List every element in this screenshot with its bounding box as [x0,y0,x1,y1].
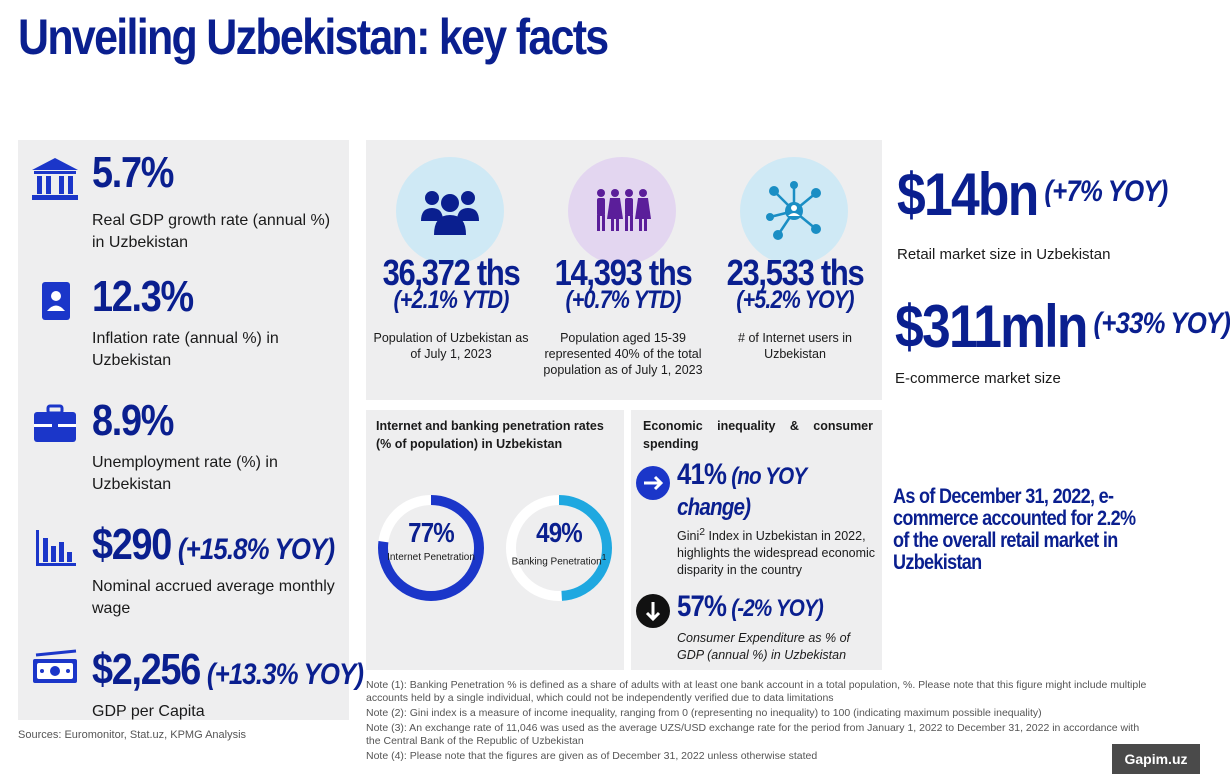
footnote-marker: 1 [601,552,607,562]
stat-desc: GDP per Capita [92,703,205,720]
internet-users-stat [710,140,880,400]
arrow-right-icon [636,466,670,500]
gini-value [677,458,806,492]
footnote-4: Note (4): Please note that the figures are given as of December 31, 2022 unless otherwise stated [366,750,818,762]
young-population-stat [538,140,708,400]
money-icon [30,647,80,693]
gini-yoy-cont: change) [677,494,751,521]
population-value: 36,372 ths [382,252,520,293]
retail-number: $14bn [897,161,1038,228]
ecommerce-number: $311mln [895,293,1087,360]
stat-desc: Real GDP growth rate (annual %) in Uzbekistan [92,212,331,251]
consumer-yoy: (-2% YOY) [731,595,823,622]
internet-label: Internet Penetration [387,552,475,563]
banking-label [504,551,614,568]
watermark-badge: Gapim.uz [1112,744,1200,774]
footnote-1: Note (1): Banking Penetration % is defined as a share of adults with at least one bank account in a total population, %. Please note that this figure might include multiple accounts held by a single individual, which could not be independently verified due to data limitations [366,679,1147,704]
stat-desc: Nominal accrued average monthly wage [92,578,335,617]
population-label: Population of Uzbekistan as of July 1, 2023 [373,331,529,361]
stat-value-number: $2,256 [92,645,200,694]
footnote-marker: 2 [699,527,706,538]
gini-yoy: (no YOY [731,463,807,490]
stat-value-number: $290 [92,520,172,569]
stat-value [92,520,334,570]
gini-desc [677,524,877,579]
arrow-down-icon [636,594,670,628]
penetration-panel [366,410,624,670]
stat-yoy: (+13.3% YOY) [206,658,364,691]
sources-note: Sources: Euromonitor, Stat.uz, KPMG Analysis [18,729,247,741]
inequality-title: Economic inequality & consumer spending [643,419,873,451]
consumer-desc: Consumer Expenditure as % of GDP (annual %) in Uzbekistan [677,631,851,662]
briefcase-icon [30,400,80,446]
network-icon [764,181,824,241]
penetration-title: Internet and banking penetration rates (% of population) in Uzbekistan [376,419,604,451]
young-population-change: (+0.7% YTD) [565,286,681,314]
stat-value [92,645,363,695]
consumer-number: 57% [677,590,727,623]
consumer-value [677,590,823,624]
stat-value: 8.9% [92,396,174,445]
young-population-label: Population aged 15-39 represented 40% of the total population as of July 1, 2023 [543,331,703,377]
ecommerce-desc: E-commerce market size [895,370,1061,387]
stat-desc: Unemployment rate (%) in Uzbekistan [92,454,278,493]
id-card-icon [30,278,80,324]
macro-stats-panel [18,140,364,720]
page-title: Unveiling Uzbekistan: key facts [18,9,608,65]
footnote-2: Note (2): Gini index is a measure of income inequality, ranging from 0 (representing no inequality) to 100 (indicating maximum possible inequality) [366,707,1042,719]
gini-desc-a: Gini [677,529,700,544]
stat-yoy: (+15.8% YOY) [177,533,335,566]
retail-desc: Retail market size in Uzbekistan [897,246,1111,263]
internet-pct: 77% [408,517,454,548]
internet-users-label: # of Internet users in Uzbekistan [738,331,852,361]
ecommerce-share-callout: As of December 31, 2022, e-commerce accounted for 2.2% of the overall retail market in Uzbekistan [893,485,1136,574]
banking-pct: 49% [536,517,582,548]
circle-bg [568,157,676,265]
stat-desc: Inflation rate (annual %) in Uzbekistan [92,330,279,369]
banking-penetration-ring [504,493,614,603]
bar-chart-icon [30,524,80,570]
population-change: (+2.1% YTD) [393,286,509,314]
young-people-icon [592,181,652,241]
gini-number: 41% [677,458,727,491]
population-stat [366,140,536,400]
banking-label-text: Banking Penetration [511,556,602,568]
people-group-icon [420,181,480,241]
population-panel [366,140,882,400]
circle-bg [396,157,504,265]
footnote-3: Note (3): An exchange rate of 11,046 was used as the average UZS/USD exchange rate for the period from January 1, 2022 to December 31, 2022 in accordance with the Central Bank of the Republic of Uzbekistan [366,722,1140,747]
ecommerce-yoy: (+33% YOY) [1093,307,1230,340]
stat-value: 12.3% [92,272,193,321]
bank-icon [30,156,80,202]
gini-desc-b: Index in Uzbekistan in 2022, highlights the widespread economic disparity in the country [677,529,876,578]
internet-users-value: 23,533 ths [726,252,864,293]
retail-yoy: (+7% YOY) [1044,175,1168,208]
inequality-panel [631,410,882,670]
circle-bg [740,157,848,265]
retail-value [897,160,1167,229]
footnotes [366,679,1156,765]
ecommerce-value [895,292,1230,361]
internet-penetration-ring [376,493,486,603]
young-population-value: 14,393 ths [554,252,692,293]
stat-value: 5.7% [92,148,174,197]
internet-users-change: (+5.2% YOY) [736,286,854,314]
